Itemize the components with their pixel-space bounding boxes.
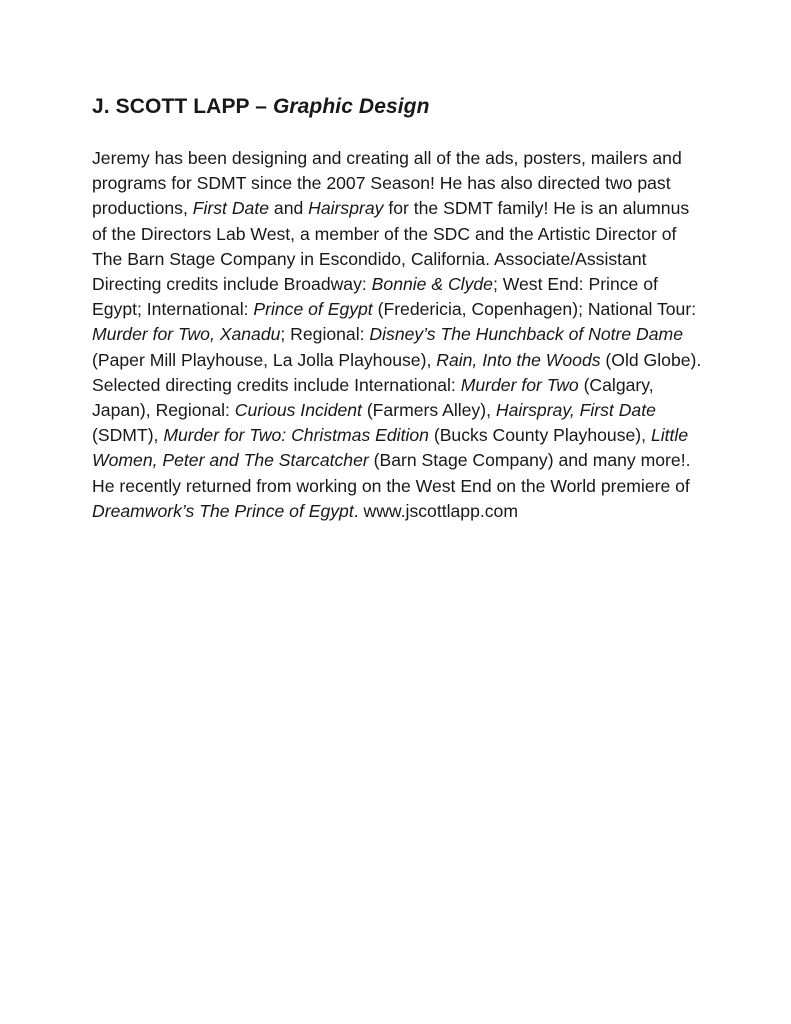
bio-paragraph bbox=[92, 146, 706, 524]
text-run: (Fredericia, Copenhagen); National Tour: bbox=[372, 299, 697, 320]
text-run: . www.jscottlapp.com bbox=[353, 500, 518, 521]
text-run: Hairspray bbox=[308, 198, 384, 219]
text-run: Murder for Two: Christmas Edition bbox=[163, 425, 429, 446]
heading-separator: – bbox=[249, 95, 273, 118]
text-run: ; West End: Prince of Egypt; International: bbox=[92, 274, 658, 320]
text-run: First Date bbox=[192, 198, 270, 219]
text-run: Disney’s The Hunchback of Notre Dame bbox=[369, 324, 683, 345]
text-run: (Barn Stage Company) and many more!. He recently returned from working on the West End on the World premiere of bbox=[92, 450, 691, 496]
text-run: Dreamwork’s The Prince of Egypt bbox=[92, 500, 354, 521]
heading-role: Graphic Design bbox=[272, 95, 430, 118]
text-run: (Farmers Alley), bbox=[361, 400, 496, 421]
text-run: Murder for Two bbox=[460, 374, 579, 395]
text-run: (Bucks County Playhouse), bbox=[428, 425, 651, 446]
text-run: and bbox=[269, 198, 309, 219]
text-run: (SDMT), bbox=[92, 425, 164, 446]
text-run: Bonnie & Clyde bbox=[371, 274, 493, 295]
text-run: Little Women, Peter and The Starcatcher bbox=[92, 425, 689, 471]
text-run: Rain, Into the Woods bbox=[436, 349, 601, 370]
text-run: Jeremy has been designing and creating all of the ads, posters, mailers and programs for SDMT since the 2007 Season! He has also directed two past productions, bbox=[92, 148, 682, 219]
text-run: for the SDMT family! He is an alumnus of the Directors Lab West, a member of the SDC and the Artistic Director of The Barn Stage Company in Escondido, California. Associate/Assistant Directing credits include Broadway: bbox=[92, 198, 690, 295]
text-run: Prince of Egypt bbox=[253, 299, 373, 320]
text-run: (Calgary, Japan), Regional: bbox=[92, 374, 654, 421]
text-run: (Old Globe). Selected directing credits include International: bbox=[92, 349, 702, 395]
heading-name: J. SCOTT LAPP bbox=[92, 95, 250, 118]
page-title bbox=[92, 95, 706, 119]
text-run: ; Regional: bbox=[280, 324, 370, 345]
text-run: Murder for Two, Xanadu bbox=[92, 324, 281, 345]
text-run: (Paper Mill Playhouse, La Jolla Playhouse), bbox=[92, 349, 437, 370]
text-run: Hairspray, First Date bbox=[495, 400, 656, 421]
document-content bbox=[92, 95, 706, 524]
text-run: Curious Incident bbox=[234, 400, 362, 421]
